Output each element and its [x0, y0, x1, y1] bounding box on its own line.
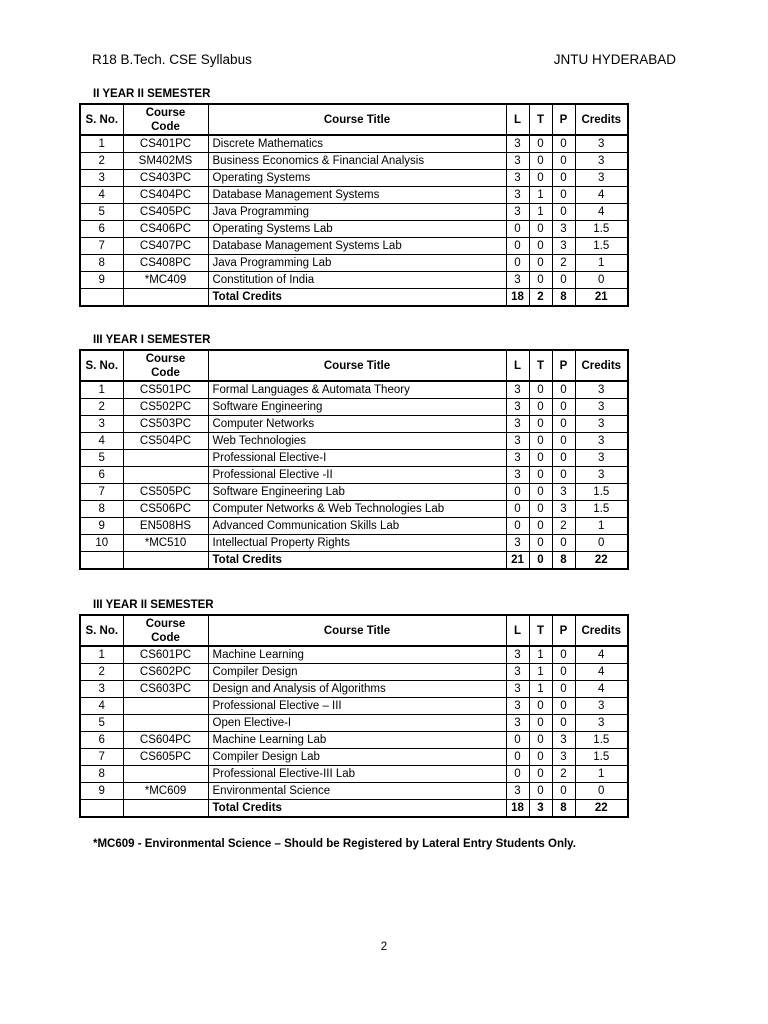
table-row — [80, 135, 628, 153]
cell-l: 3 — [506, 187, 529, 204]
cell-l: 3 — [506, 698, 529, 715]
cell-credits: 3 — [575, 170, 628, 187]
cell-p: 3 — [552, 221, 575, 238]
cell-l: 3 — [506, 450, 529, 467]
cell-credits: 3 — [575, 433, 628, 450]
col-header-p: P — [552, 104, 575, 135]
cell-sno: 7 — [80, 749, 123, 766]
table-row — [80, 749, 628, 766]
cell-p: 0 — [552, 467, 575, 484]
col-header-code-line2: Code — [151, 120, 180, 133]
cell-course-title: Computer Networks — [208, 416, 506, 433]
total-row — [80, 800, 628, 818]
cell-empty — [123, 800, 208, 818]
cell-credits: 3 — [575, 715, 628, 732]
table-row — [80, 399, 628, 416]
cell-sno: 9 — [80, 783, 123, 800]
total-l: 18 — [506, 289, 529, 307]
cell-p: 0 — [552, 416, 575, 433]
cell-course-code: CS403PC — [123, 170, 208, 187]
cell-p: 0 — [552, 698, 575, 715]
cell-t: 1 — [529, 204, 552, 221]
cell-sno: 4 — [80, 187, 123, 204]
cell-sno: 5 — [80, 204, 123, 221]
cell-t: 0 — [529, 153, 552, 170]
total-label: Total Credits — [208, 552, 506, 570]
cell-credits: 3 — [575, 416, 628, 433]
cell-t: 0 — [529, 433, 552, 450]
cell-empty — [80, 800, 123, 818]
cell-course-title: Constitution of India — [208, 272, 506, 289]
cell-empty — [80, 552, 123, 570]
total-p: 8 — [552, 289, 575, 307]
cell-p: 0 — [552, 381, 575, 399]
cell-course-code — [123, 766, 208, 783]
cell-course-code: CS405PC — [123, 204, 208, 221]
total-label: Total Credits — [208, 800, 506, 818]
cell-course-title: Environmental Science — [208, 783, 506, 800]
cell-sno: 6 — [80, 467, 123, 484]
cell-l: 0 — [506, 484, 529, 501]
col-header-title: Course Title — [208, 104, 506, 135]
cell-l: 0 — [506, 749, 529, 766]
cell-course-code: CS505PC — [123, 484, 208, 501]
cell-sno: 3 — [80, 170, 123, 187]
cell-course-title: Web Technologies — [208, 433, 506, 450]
table-row — [80, 535, 628, 552]
cell-t: 0 — [529, 535, 552, 552]
cell-course-title: Machine Learning — [208, 646, 506, 664]
cell-t: 0 — [529, 749, 552, 766]
cell-course-title: Software Engineering Lab — [208, 484, 506, 501]
cell-credits: 1.5 — [575, 732, 628, 749]
cell-credits: 1 — [575, 766, 628, 783]
cell-t: 1 — [529, 664, 552, 681]
total-credits: 21 — [575, 289, 628, 307]
table-row — [80, 255, 628, 272]
cell-course-title: Design and Analysis of Algorithms — [208, 681, 506, 698]
cell-course-code — [123, 698, 208, 715]
cell-credits: 3 — [575, 135, 628, 153]
col-header-title: Course Title — [208, 350, 506, 381]
table-row — [80, 153, 628, 170]
table-header-row — [80, 350, 628, 381]
cell-course-code: CS401PC — [123, 135, 208, 153]
cell-l: 3 — [506, 381, 529, 399]
cell-p: 0 — [552, 664, 575, 681]
footnote: *MC609 - Environmental Science – Should be Registered by Lateral Entry Students Only. — [93, 838, 576, 850]
col-header-sno: S. No. — [80, 350, 123, 381]
col-header-sno: S. No. — [80, 104, 123, 135]
table-row — [80, 698, 628, 715]
cell-credits: 4 — [575, 646, 628, 664]
cell-t: 0 — [529, 255, 552, 272]
cell-sno: 5 — [80, 715, 123, 732]
cell-l: 0 — [506, 255, 529, 272]
cell-credits: 4 — [575, 664, 628, 681]
cell-course-code: CS506PC — [123, 501, 208, 518]
cell-t: 0 — [529, 715, 552, 732]
page-header — [92, 52, 676, 68]
col-header-code — [123, 350, 208, 381]
table-row — [80, 783, 628, 800]
cell-t: 0 — [529, 272, 552, 289]
table-row — [80, 484, 628, 501]
cell-sno: 8 — [80, 255, 123, 272]
cell-p: 0 — [552, 204, 575, 221]
cell-p: 3 — [552, 732, 575, 749]
table-row — [80, 272, 628, 289]
cell-p: 0 — [552, 135, 575, 153]
cell-t: 0 — [529, 238, 552, 255]
table-row — [80, 467, 628, 484]
cell-p: 0 — [552, 153, 575, 170]
semester-title: III YEAR I SEMESTER — [93, 334, 211, 346]
cell-course-title: Java Programming — [208, 204, 506, 221]
cell-credits: 4 — [575, 204, 628, 221]
cell-course-title: Professional Elective – III — [208, 698, 506, 715]
col-header-code-line1: Course — [145, 106, 186, 119]
cell-course-code: CS605PC — [123, 749, 208, 766]
col-header-code-line2: Code — [151, 631, 180, 644]
cell-t: 0 — [529, 484, 552, 501]
table-header-row — [80, 615, 628, 646]
cell-t: 0 — [529, 783, 552, 800]
cell-course-code: CS404PC — [123, 187, 208, 204]
col-header-p: P — [552, 615, 575, 646]
cell-course-code: CS504PC — [123, 433, 208, 450]
cell-credits: 0 — [575, 535, 628, 552]
cell-course-title: Compiler Design Lab — [208, 749, 506, 766]
cell-l: 3 — [506, 715, 529, 732]
cell-t: 0 — [529, 170, 552, 187]
cell-t: 0 — [529, 399, 552, 416]
cell-course-code: CS407PC — [123, 238, 208, 255]
cell-empty — [123, 552, 208, 570]
table-row — [80, 204, 628, 221]
cell-p: 3 — [552, 484, 575, 501]
cell-course-code: EN508HS — [123, 518, 208, 535]
table-row — [80, 518, 628, 535]
cell-course-code: CS406PC — [123, 221, 208, 238]
total-credits: 22 — [575, 552, 628, 570]
cell-course-code — [123, 450, 208, 467]
cell-p: 0 — [552, 272, 575, 289]
col-header-l: L — [506, 615, 529, 646]
table-row — [80, 170, 628, 187]
cell-course-code: SM402MS — [123, 153, 208, 170]
cell-l: 3 — [506, 646, 529, 664]
cell-course-title: Professional Elective-III Lab — [208, 766, 506, 783]
cell-l: 3 — [506, 433, 529, 450]
cell-t: 0 — [529, 381, 552, 399]
syllabus-title: R18 B.Tech. CSE Syllabus — [92, 52, 252, 67]
cell-l: 3 — [506, 272, 529, 289]
col-header-p: P — [552, 350, 575, 381]
cell-course-title: Database Management Systems — [208, 187, 506, 204]
cell-sno: 6 — [80, 221, 123, 238]
cell-course-title: Compiler Design — [208, 664, 506, 681]
cell-t: 0 — [529, 518, 552, 535]
semester-table — [79, 349, 629, 570]
cell-p: 3 — [552, 238, 575, 255]
cell-l: 0 — [506, 238, 529, 255]
cell-l: 3 — [506, 153, 529, 170]
university-name: JNTU HYDERABAD — [553, 52, 676, 67]
col-header-title: Course Title — [208, 615, 506, 646]
table-row — [80, 221, 628, 238]
cell-sno: 3 — [80, 416, 123, 433]
col-header-code-line2: Code — [151, 366, 180, 379]
cell-p: 0 — [552, 783, 575, 800]
cell-t: 0 — [529, 698, 552, 715]
cell-course-title: Professional Elective-I — [208, 450, 506, 467]
cell-credits: 3 — [575, 450, 628, 467]
cell-course-title: Software Engineering — [208, 399, 506, 416]
cell-t: 0 — [529, 501, 552, 518]
cell-course-code: CS501PC — [123, 381, 208, 399]
cell-credits: 4 — [575, 187, 628, 204]
cell-p: 2 — [552, 766, 575, 783]
cell-credits: 1.5 — [575, 221, 628, 238]
cell-sno: 8 — [80, 766, 123, 783]
cell-t: 0 — [529, 467, 552, 484]
cell-l: 3 — [506, 535, 529, 552]
cell-sno: 2 — [80, 399, 123, 416]
cell-l: 0 — [506, 732, 529, 749]
semester-title: III YEAR II SEMESTER — [93, 599, 214, 611]
table-row — [80, 450, 628, 467]
table-row — [80, 187, 628, 204]
table-row — [80, 433, 628, 450]
col-header-credits: Credits — [575, 350, 628, 381]
total-t: 2 — [529, 289, 552, 307]
cell-course-title: Business Economics & Financial Analysis — [208, 153, 506, 170]
table-row — [80, 381, 628, 399]
col-header-credits: Credits — [575, 104, 628, 135]
cell-l: 3 — [506, 664, 529, 681]
cell-p: 0 — [552, 681, 575, 698]
cell-p: 2 — [552, 518, 575, 535]
cell-sno: 4 — [80, 698, 123, 715]
cell-course-code: *MC409 — [123, 272, 208, 289]
col-header-t: T — [529, 104, 552, 135]
cell-course-code: *MC510 — [123, 535, 208, 552]
cell-sno: 7 — [80, 484, 123, 501]
cell-p: 0 — [552, 535, 575, 552]
cell-course-title: Formal Languages & Automata Theory — [208, 381, 506, 399]
cell-t: 1 — [529, 646, 552, 664]
semester-table — [79, 614, 629, 818]
cell-p: 0 — [552, 646, 575, 664]
col-header-credits: Credits — [575, 615, 628, 646]
cell-credits: 1.5 — [575, 501, 628, 518]
cell-course-title: Discrete Mathematics — [208, 135, 506, 153]
col-header-code — [123, 615, 208, 646]
cell-credits: 1.5 — [575, 484, 628, 501]
total-row — [80, 289, 628, 307]
col-header-code — [123, 104, 208, 135]
table-row — [80, 715, 628, 732]
cell-sno: 6 — [80, 732, 123, 749]
total-p: 8 — [552, 552, 575, 570]
cell-credits: 1 — [575, 518, 628, 535]
cell-course-code: *MC609 — [123, 783, 208, 800]
semester-table — [79, 103, 629, 307]
cell-l: 3 — [506, 204, 529, 221]
table-row — [80, 664, 628, 681]
cell-credits: 0 — [575, 272, 628, 289]
cell-sno: 5 — [80, 450, 123, 467]
cell-course-code — [123, 715, 208, 732]
col-header-l: L — [506, 104, 529, 135]
cell-sno: 9 — [80, 272, 123, 289]
page-number: 2 — [380, 941, 388, 953]
cell-sno: 7 — [80, 238, 123, 255]
cell-sno: 1 — [80, 135, 123, 153]
cell-course-code: CS604PC — [123, 732, 208, 749]
cell-sno: 3 — [80, 681, 123, 698]
cell-credits: 3 — [575, 381, 628, 399]
cell-credits: 4 — [575, 681, 628, 698]
cell-credits: 3 — [575, 399, 628, 416]
cell-p: 0 — [552, 433, 575, 450]
col-header-sno: S. No. — [80, 615, 123, 646]
total-p: 8 — [552, 800, 575, 818]
cell-p: 0 — [552, 399, 575, 416]
cell-p: 3 — [552, 749, 575, 766]
cell-t: 0 — [529, 416, 552, 433]
cell-credits: 1.5 — [575, 238, 628, 255]
cell-course-title: Open Elective-I — [208, 715, 506, 732]
total-l: 21 — [506, 552, 529, 570]
col-header-t: T — [529, 350, 552, 381]
cell-course-title: Intellectual Property Rights — [208, 535, 506, 552]
table-row — [80, 501, 628, 518]
cell-sno: 1 — [80, 646, 123, 664]
cell-course-title: Database Management Systems Lab — [208, 238, 506, 255]
col-header-code-line1: Course — [145, 352, 186, 365]
cell-t: 0 — [529, 732, 552, 749]
cell-credits: 3 — [575, 467, 628, 484]
cell-course-title: Computer Networks & Web Technologies Lab — [208, 501, 506, 518]
cell-t: 0 — [529, 135, 552, 153]
cell-p: 0 — [552, 450, 575, 467]
col-header-t: T — [529, 615, 552, 646]
table-row — [80, 416, 628, 433]
cell-course-code: CS408PC — [123, 255, 208, 272]
table-header-row — [80, 104, 628, 135]
total-row — [80, 552, 628, 570]
total-credits: 22 — [575, 800, 628, 818]
cell-course-code: CS503PC — [123, 416, 208, 433]
cell-empty — [80, 289, 123, 307]
cell-l: 3 — [506, 783, 529, 800]
cell-course-code — [123, 467, 208, 484]
cell-course-title: Machine Learning Lab — [208, 732, 506, 749]
cell-sno: 9 — [80, 518, 123, 535]
cell-credits: 3 — [575, 698, 628, 715]
cell-course-code: CS601PC — [123, 646, 208, 664]
cell-l: 3 — [506, 170, 529, 187]
cell-course-code: CS603PC — [123, 681, 208, 698]
cell-p: 0 — [552, 715, 575, 732]
cell-l: 3 — [506, 467, 529, 484]
cell-sno: 2 — [80, 153, 123, 170]
cell-sno: 10 — [80, 535, 123, 552]
cell-course-title: Operating Systems — [208, 170, 506, 187]
cell-t: 0 — [529, 221, 552, 238]
table-row — [80, 646, 628, 664]
cell-credits: 1.5 — [575, 749, 628, 766]
cell-l: 3 — [506, 135, 529, 153]
cell-t: 0 — [529, 766, 552, 783]
cell-p: 3 — [552, 501, 575, 518]
cell-sno: 1 — [80, 381, 123, 399]
cell-p: 2 — [552, 255, 575, 272]
cell-course-title: Operating Systems Lab — [208, 221, 506, 238]
semester-title: II YEAR II SEMESTER — [93, 88, 211, 100]
table-row — [80, 766, 628, 783]
cell-sno: 4 — [80, 433, 123, 450]
cell-empty — [123, 289, 208, 307]
col-header-l: L — [506, 350, 529, 381]
cell-credits: 0 — [575, 783, 628, 800]
cell-credits: 3 — [575, 153, 628, 170]
table-row — [80, 681, 628, 698]
col-header-code-line1: Course — [145, 617, 186, 630]
cell-t: 1 — [529, 681, 552, 698]
cell-p: 0 — [552, 187, 575, 204]
cell-l: 0 — [506, 221, 529, 238]
cell-l: 3 — [506, 681, 529, 698]
table-row — [80, 732, 628, 749]
total-l: 18 — [506, 800, 529, 818]
cell-t: 0 — [529, 450, 552, 467]
table-row — [80, 238, 628, 255]
cell-l: 3 — [506, 399, 529, 416]
cell-course-code: CS602PC — [123, 664, 208, 681]
cell-course-title: Professional Elective -II — [208, 467, 506, 484]
cell-t: 1 — [529, 187, 552, 204]
cell-course-code: CS502PC — [123, 399, 208, 416]
cell-course-title: Advanced Communication Skills Lab — [208, 518, 506, 535]
total-label: Total Credits — [208, 289, 506, 307]
total-t: 3 — [529, 800, 552, 818]
cell-sno: 8 — [80, 501, 123, 518]
cell-l: 0 — [506, 518, 529, 535]
cell-l: 0 — [506, 501, 529, 518]
cell-l: 3 — [506, 416, 529, 433]
cell-l: 0 — [506, 766, 529, 783]
cell-sno: 2 — [80, 664, 123, 681]
cell-p: 0 — [552, 170, 575, 187]
total-t: 0 — [529, 552, 552, 570]
cell-course-title: Java Programming Lab — [208, 255, 506, 272]
cell-credits: 1 — [575, 255, 628, 272]
